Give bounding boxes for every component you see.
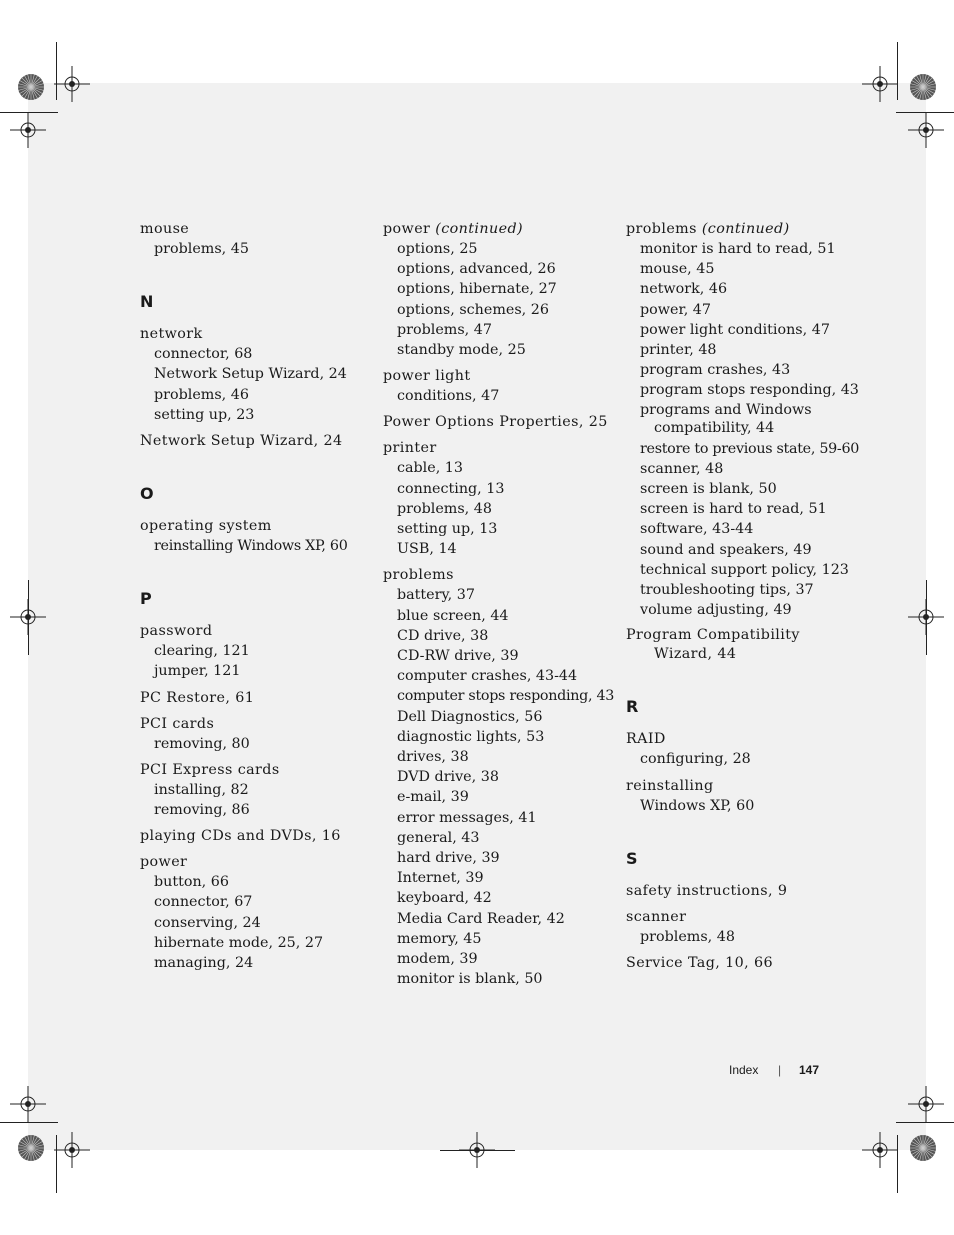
index-term-text: mouse bbox=[140, 221, 190, 237]
index-subentry: monitor is blank, 50 bbox=[397, 971, 543, 988]
crop-mark-line bbox=[0, 1122, 58, 1123]
index-subentry: connector, 67 bbox=[154, 894, 253, 911]
index-section bbox=[626, 697, 856, 815]
index-subentry: volume adjusting, 49 bbox=[640, 602, 792, 619]
index-subentry: computer stops responding, 43 bbox=[397, 688, 615, 705]
index-subentry: hard drive, 39 bbox=[397, 850, 500, 867]
index-entry bbox=[626, 776, 856, 816]
section-letter: S bbox=[626, 848, 638, 868]
index-subentry: Internet, 39 bbox=[397, 870, 484, 887]
index-entry bbox=[626, 219, 860, 620]
index-subentry: program stops responding, 43 bbox=[640, 382, 859, 399]
index-subentry: problems, 48 bbox=[397, 500, 492, 517]
index-subentry: configuring, 28 bbox=[640, 751, 751, 768]
index-subentry: managing, 24 bbox=[154, 955, 254, 972]
index-term bbox=[140, 714, 375, 734]
footer-separator: | bbox=[778, 1063, 782, 1077]
index-subentry: monitor is hard to read, 51 bbox=[640, 241, 836, 257]
index-subentry: restore to previous state, 59-60 bbox=[640, 440, 860, 457]
index-term bbox=[626, 881, 856, 901]
index-section bbox=[140, 589, 375, 973]
index-subentry: technical support policy, 123 bbox=[640, 561, 849, 578]
index-subentry: setting up, 13 bbox=[397, 521, 498, 538]
index-subentry: reinstalling Windows XP, 60 bbox=[154, 538, 348, 555]
index-term-text: power bbox=[383, 221, 431, 237]
index-subentry: e-mail, 39 bbox=[397, 789, 469, 806]
index-subentry: screen is hard to read, 51 bbox=[640, 501, 827, 518]
index-entry bbox=[140, 516, 375, 556]
index-subentry: options, 25 bbox=[397, 241, 478, 257]
index-term bbox=[140, 852, 375, 872]
crop-mark-line bbox=[926, 580, 927, 655]
index-term-text: Program Compatibility Wizard, 44 bbox=[626, 627, 800, 663]
index-subentry: Network Setup Wizard, 24 bbox=[154, 366, 347, 383]
section-letter: R bbox=[626, 697, 639, 717]
index-subentry: battery, 37 bbox=[397, 587, 475, 604]
index-term bbox=[140, 688, 375, 708]
index-term bbox=[140, 826, 375, 846]
index-term-text: RAID bbox=[626, 731, 666, 748]
index-entry bbox=[140, 621, 375, 681]
registration-crosshair-icon bbox=[8, 1084, 48, 1124]
registration-crosshair-icon bbox=[860, 64, 900, 104]
index-term-text: PCI cards bbox=[140, 715, 215, 732]
index-term-text: power bbox=[140, 854, 188, 871]
index-subentry: power, 47 bbox=[640, 301, 712, 318]
continued-label: (continued) bbox=[435, 221, 523, 237]
index-term bbox=[140, 219, 375, 239]
index-term-text: PC Restore, 61 bbox=[140, 689, 255, 706]
index-entry bbox=[383, 438, 618, 559]
index-term bbox=[140, 431, 375, 451]
index-subentry: keyboard, 42 bbox=[397, 890, 492, 907]
index-entry bbox=[140, 760, 375, 820]
index-subentry: USB, 14 bbox=[397, 541, 457, 558]
index-entry bbox=[626, 881, 856, 901]
index-term-text: safety instructions, 9 bbox=[626, 882, 788, 899]
registration-crosshair-icon bbox=[52, 64, 92, 104]
index-section bbox=[626, 849, 856, 973]
index-entry bbox=[626, 729, 856, 769]
index-entry bbox=[383, 219, 618, 360]
index-term bbox=[383, 412, 618, 432]
index-subentry: general, 43 bbox=[397, 829, 480, 846]
index-term-text: problems bbox=[383, 567, 454, 584]
registration-starburst-icon bbox=[16, 72, 46, 102]
index-subentry: options, hibernate, 27 bbox=[397, 281, 557, 298]
registration-crosshair-icon bbox=[52, 1130, 92, 1170]
index-term bbox=[140, 516, 375, 536]
index-column-3 bbox=[626, 219, 860, 979]
registration-starburst-icon bbox=[908, 72, 938, 102]
index-subentry: connecting, 13 bbox=[397, 480, 505, 497]
index-subentry: hibernate mode, 25, 27 bbox=[154, 934, 324, 951]
index-subentry: power light conditions, 47 bbox=[640, 321, 830, 338]
index-subentry: network, 46 bbox=[640, 281, 728, 298]
index-entry bbox=[140, 688, 375, 708]
index-entry bbox=[140, 324, 375, 425]
crop-mark-line bbox=[896, 112, 954, 113]
crop-mark-line bbox=[897, 1135, 898, 1193]
index-subentry: diagnostic lights, 53 bbox=[397, 728, 545, 745]
index-term bbox=[626, 953, 856, 973]
index-entry bbox=[383, 366, 618, 406]
index-subentry: problems, 48 bbox=[640, 928, 735, 945]
registration-starburst-icon bbox=[908, 1133, 938, 1163]
index-entry bbox=[140, 714, 375, 754]
index-term bbox=[626, 219, 856, 239]
index-entry bbox=[383, 412, 618, 432]
index-column-1 bbox=[140, 219, 375, 979]
index-subentry: screen is blank, 50 bbox=[640, 481, 777, 498]
index-subentry: removing, 80 bbox=[154, 735, 250, 752]
index-term-text: Power Options Properties, 25 bbox=[383, 414, 608, 431]
index-subentry: conditions, 47 bbox=[397, 388, 500, 405]
index-term bbox=[626, 907, 856, 927]
index-section bbox=[140, 292, 375, 451]
index-entry bbox=[140, 826, 375, 846]
index-entry bbox=[626, 626, 856, 664]
index-subentry: Dell Diagnostics, 56 bbox=[397, 708, 543, 725]
index-subentry: printer, 48 bbox=[640, 342, 717, 359]
index-term-text: scanner bbox=[626, 908, 687, 925]
crop-mark-line bbox=[0, 112, 58, 113]
index-entry bbox=[140, 431, 375, 451]
continued-label: (continued) bbox=[701, 221, 790, 237]
index-term-text: reinstalling bbox=[626, 777, 714, 794]
index-entry bbox=[383, 565, 618, 989]
index-section bbox=[383, 219, 618, 990]
crop-mark-line bbox=[440, 1150, 515, 1151]
index-subentry: cable, 13 bbox=[397, 460, 463, 477]
index-subentry: options, schemes, 26 bbox=[397, 301, 549, 318]
index-term bbox=[383, 438, 618, 458]
index-term-text: PCI Express cards bbox=[140, 761, 280, 778]
index-subentry: button, 66 bbox=[154, 874, 229, 891]
footer-page-number: 147 bbox=[799, 1063, 820, 1077]
index-subentry: modem, 39 bbox=[397, 951, 478, 968]
index-subentry: Windows XP, 60 bbox=[640, 797, 755, 814]
index-term bbox=[626, 776, 856, 796]
index-term-text: password bbox=[140, 623, 213, 640]
index-subentry: programs and Windows compatibility, 44 bbox=[640, 401, 812, 436]
index-term bbox=[626, 626, 856, 664]
index-term bbox=[383, 565, 618, 585]
index-term bbox=[140, 621, 375, 641]
index-subentry: standby mode, 25 bbox=[397, 342, 526, 359]
index-subentry: problems, 45 bbox=[154, 241, 249, 257]
section-letter: O bbox=[140, 484, 154, 504]
index-subentry: software, 43-44 bbox=[640, 521, 754, 538]
page-footer bbox=[700, 1061, 820, 1081]
index-subentry: memory, 45 bbox=[397, 930, 482, 947]
index-subentry: CD-RW drive, 39 bbox=[397, 648, 519, 665]
index-term-text: problems bbox=[626, 221, 697, 237]
index-subentry: troubleshooting tips, 37 bbox=[640, 582, 814, 599]
index-subentry: program crashes, 43 bbox=[640, 362, 791, 379]
index-term bbox=[626, 729, 856, 749]
index-term-text: operating system bbox=[140, 518, 272, 535]
index-entry bbox=[626, 953, 856, 973]
index-subentry: mouse, 45 bbox=[640, 261, 715, 278]
index-term-text: printer bbox=[383, 440, 437, 457]
index-subentry: error messages, 41 bbox=[397, 809, 537, 826]
index-subentry: problems, 47 bbox=[397, 321, 492, 338]
index-term bbox=[140, 760, 375, 780]
registration-crosshair-icon bbox=[8, 110, 48, 150]
index-entry bbox=[140, 852, 375, 973]
index-subentry: conserving, 24 bbox=[154, 914, 261, 931]
index-subentry: DVD drive, 38 bbox=[397, 769, 499, 786]
crop-mark-line bbox=[56, 1135, 57, 1193]
index-subentry: CD drive, 38 bbox=[397, 627, 489, 644]
index-term bbox=[383, 219, 618, 239]
footer-section-name: Index bbox=[729, 1063, 759, 1077]
index-subentry: computer crashes, 43-44 bbox=[397, 668, 578, 685]
crop-mark-line bbox=[897, 42, 898, 100]
index-subentry: removing, 86 bbox=[154, 802, 250, 819]
registration-crosshair-icon bbox=[906, 110, 946, 150]
index-subentry: setting up, 23 bbox=[154, 406, 255, 423]
section-letter: P bbox=[140, 589, 152, 609]
index-term-text: Network Setup Wizard, 24 bbox=[140, 433, 343, 450]
registration-starburst-icon bbox=[16, 1133, 46, 1163]
index-subentry: options, advanced, 26 bbox=[397, 261, 556, 278]
index-term-text: network bbox=[140, 326, 203, 343]
index-term-text: Service Tag, 10, 66 bbox=[626, 955, 774, 972]
index-subentry: connector, 68 bbox=[154, 346, 253, 363]
index-entry bbox=[140, 219, 375, 259]
index-subentry: blue screen, 44 bbox=[397, 607, 509, 624]
registration-crosshair-icon bbox=[860, 1130, 900, 1170]
crop-mark-line bbox=[56, 42, 57, 100]
crop-mark-line bbox=[28, 580, 29, 655]
registration-crosshair-icon bbox=[906, 1084, 946, 1124]
index-term bbox=[140, 324, 375, 344]
index-section bbox=[626, 219, 860, 664]
index-entry bbox=[626, 907, 856, 947]
index-section bbox=[140, 484, 375, 556]
index-subentry: installing, 82 bbox=[154, 781, 249, 798]
index-subentry: scanner, 48 bbox=[640, 460, 724, 477]
index-term-text: power light bbox=[383, 368, 471, 385]
index-subentry: drives, 38 bbox=[397, 749, 469, 766]
index-subentry: Media Card Reader, 42 bbox=[397, 910, 565, 927]
index-subentry: jumper, 121 bbox=[154, 663, 241, 680]
crop-mark-line bbox=[896, 1122, 954, 1123]
index-term bbox=[383, 366, 618, 386]
index-section bbox=[140, 219, 375, 259]
section-letter: N bbox=[140, 292, 154, 312]
index-subentry: problems, 46 bbox=[154, 386, 249, 403]
index-subentry: sound and speakers, 49 bbox=[640, 541, 812, 558]
index-column-2 bbox=[383, 219, 618, 996]
index-subentry: clearing, 121 bbox=[154, 643, 250, 660]
index-term-text: playing CDs and DVDs, 16 bbox=[140, 828, 341, 845]
